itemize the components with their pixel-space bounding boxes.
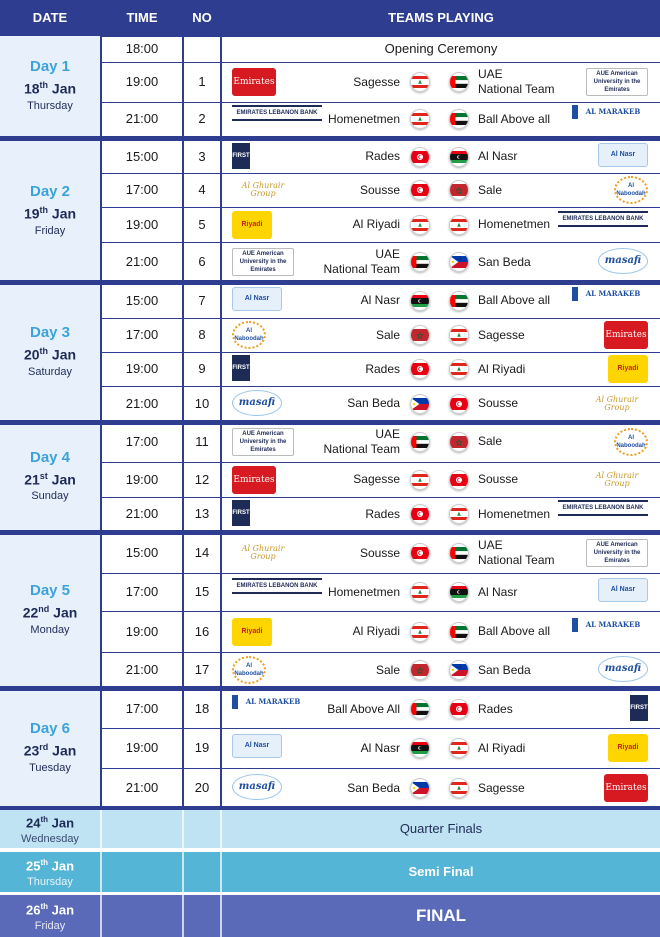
- home-flag-icon: [410, 180, 430, 200]
- away-flag-icon: [449, 504, 469, 524]
- finals-day: [0, 812, 100, 831]
- day-separator: [0, 420, 660, 425]
- game-number: 1: [198, 74, 206, 89]
- table-header: [0, 0, 660, 36]
- away-team: UAE National Team: [478, 538, 555, 567]
- day-number: 22: [22, 604, 39, 621]
- away-flag-icon: [449, 180, 469, 200]
- day-suffix: th: [39, 205, 49, 216]
- day-separator: [0, 136, 660, 141]
- day-cell: [0, 283, 100, 421]
- home-team: Sagesse: [353, 472, 400, 486]
- column-divider: [100, 895, 102, 937]
- home-sponsor-logo: EMIRATES LEBANON BANK: [232, 105, 322, 121]
- home-sponsor-logo: Al Ghurair Group: [241, 544, 285, 561]
- away-sponsor-logo: masafi: [598, 656, 648, 682]
- home-sponsor-logo: Riyadi: [232, 618, 272, 646]
- day-month: Jan: [52, 742, 77, 759]
- day-date: [24, 76, 76, 98]
- home-sponsor-logo: Al Naboodah: [232, 321, 266, 349]
- day-label: Day 4: [29, 448, 71, 466]
- away-team: Sousse: [478, 396, 519, 410]
- home-team: Al Riyadi: [352, 624, 400, 638]
- away-team: Sale: [478, 434, 503, 448]
- day-suffix: th: [39, 80, 49, 91]
- home-flag-icon: [410, 738, 430, 758]
- home-team: Sale: [375, 327, 400, 342]
- day-number: 20: [23, 346, 40, 363]
- away-sponsor-logo: AUE American University in the Emirates: [586, 539, 648, 567]
- home-flag-icon: [410, 778, 430, 798]
- away-team: Al Riyadi: [478, 361, 526, 376]
- day-suffix: th: [39, 346, 49, 357]
- home-sponsor-logo: FIRST: [232, 355, 250, 381]
- finals-month: Jan: [51, 902, 75, 918]
- away-team: Sagesse: [478, 327, 525, 342]
- home-flag-icon: [410, 147, 430, 167]
- away-flag-icon: [449, 660, 469, 680]
- day-label: Day 3: [29, 324, 71, 342]
- away-flag-icon: [449, 291, 469, 311]
- away-flag-icon: [449, 582, 469, 602]
- home-team: Al Nasr: [360, 293, 400, 307]
- day-date: [23, 600, 78, 622]
- home-team: Homenetmen: [327, 111, 400, 126]
- game-time: 15:00: [125, 545, 159, 560]
- column-divider: [182, 810, 184, 848]
- day-separator: [0, 530, 660, 535]
- away-flag-icon: [449, 432, 469, 452]
- home-team: San Beda: [347, 396, 400, 410]
- away-flag-icon: [449, 359, 469, 379]
- game-number: 14: [194, 545, 210, 560]
- game-time: 19:00: [125, 74, 159, 89]
- home-sponsor-logo: masafi: [232, 774, 282, 800]
- game-time: 21:00: [125, 396, 159, 411]
- game-time: 15:00: [125, 149, 159, 164]
- away-sponsor-logo: Al Ghurair Group: [595, 394, 639, 412]
- game-number: 5: [198, 217, 206, 232]
- home-team: Sousse: [359, 545, 400, 560]
- day-weekday: Saturday: [27, 365, 73, 378]
- day-separator: [0, 280, 660, 285]
- away-flag-icon: [449, 109, 469, 129]
- home-flag-icon: [410, 72, 430, 92]
- game-time: 19:00: [125, 472, 159, 487]
- away-team: Ball Above all: [478, 293, 551, 307]
- game-number: 9: [198, 361, 206, 376]
- game-number: 6: [198, 254, 206, 269]
- home-flag-icon: [410, 543, 430, 563]
- away-sponsor-logo: Al Nasr: [598, 578, 648, 602]
- away-flag-icon: [449, 738, 469, 758]
- game-number: 17: [194, 662, 210, 677]
- home-sponsor-logo: masafi: [232, 390, 282, 416]
- day-number: 19: [23, 205, 40, 222]
- day-separator: [0, 686, 660, 691]
- home-team: Ball Above All: [327, 701, 400, 716]
- away-team: Sale: [478, 182, 503, 197]
- away-team: Homenetmen: [478, 506, 551, 521]
- away-team: San Beda: [478, 254, 531, 269]
- game-time: 17:00: [125, 434, 159, 449]
- away-flag-icon: [449, 470, 469, 490]
- day-cell: [0, 688, 100, 808]
- game-time: 17:00: [125, 701, 159, 716]
- home-flag-icon: [410, 622, 430, 642]
- day-label: Day 6: [29, 720, 71, 738]
- home-team: Rades: [365, 149, 400, 163]
- away-sponsor-logo: Emirates: [604, 774, 648, 802]
- day-weekday: Monday: [30, 623, 70, 636]
- column-divider: [100, 810, 102, 848]
- finals-label: Semi Final: [408, 864, 474, 879]
- finals-date: [0, 810, 100, 848]
- away-sponsor-logo: masafi: [598, 248, 648, 274]
- home-team: San Beda: [347, 780, 400, 795]
- finals-month: Jan: [51, 815, 75, 831]
- header-date: DATE: [32, 10, 68, 25]
- home-flag-icon: [410, 291, 430, 311]
- game-number: 15: [194, 584, 210, 599]
- day-weekday: Friday: [34, 224, 66, 237]
- game-number: 4: [198, 182, 206, 197]
- game-time: 19:00: [125, 624, 159, 639]
- game-number: 11: [195, 434, 209, 449]
- away-team: Ball Above all: [478, 111, 551, 126]
- day-number: 23: [23, 742, 40, 759]
- day-cell: [0, 139, 100, 283]
- away-sponsor-logo: EMIRATES LEBANON BANK: [558, 211, 648, 227]
- day-date: [24, 467, 76, 489]
- home-team: Sale: [375, 662, 400, 677]
- home-team: Sousse: [359, 182, 400, 197]
- game-time: 18:00: [125, 41, 159, 56]
- day-date: [24, 738, 77, 760]
- finals-row: [0, 810, 660, 848]
- day-date: [24, 342, 76, 364]
- home-sponsor-logo: EMIRATES LEBANON BANK: [232, 578, 322, 594]
- home-team: Sagesse: [353, 74, 400, 89]
- header-teams: TEAMS PLAYING: [388, 10, 494, 25]
- home-sponsor-logo: AL MARAKEB: [232, 695, 308, 709]
- finals-day: [0, 899, 100, 918]
- away-team: Rades: [478, 701, 513, 716]
- home-sponsor-logo: FIRST: [232, 143, 250, 169]
- home-flag-icon: [410, 215, 430, 235]
- finals-day-suffix: th: [40, 902, 48, 912]
- home-team: Al Nasr: [360, 740, 400, 755]
- game-time: 17:00: [125, 182, 159, 197]
- home-team: UAE National Team: [323, 247, 400, 276]
- game-time: 21:00: [125, 506, 159, 521]
- column-divider: [100, 852, 102, 892]
- header-time: TIME: [126, 10, 158, 25]
- away-team: Sagesse: [478, 780, 525, 795]
- home-team: UAE National Team: [323, 426, 400, 456]
- finals-weekday: Friday: [34, 919, 66, 932]
- finals-day-suffix: th: [40, 858, 48, 868]
- away-team: Al Nasr: [478, 584, 518, 599]
- away-team: Sousse: [478, 472, 519, 486]
- home-sponsor-logo: AUE American University in the Emirates: [232, 428, 294, 456]
- day-suffix: st: [39, 470, 48, 481]
- finals-weekday: Wednesday: [21, 832, 79, 845]
- game-number: 19: [194, 740, 210, 755]
- home-team: Al Riyadi: [352, 217, 400, 231]
- home-flag-icon: [410, 109, 430, 129]
- home-flag-icon: [410, 504, 430, 524]
- home-flag-icon: [410, 432, 430, 452]
- finals-day: [0, 855, 100, 874]
- day-label: Day 5: [29, 582, 71, 600]
- away-flag-icon: [449, 72, 469, 92]
- away-sponsor-logo: FIRST: [630, 695, 648, 721]
- game-time: 17:00: [125, 584, 159, 599]
- away-sponsor-logo: AUE American University in the Emirates: [586, 68, 648, 96]
- home-flag-icon: [410, 699, 430, 719]
- day-month: Jan: [51, 471, 76, 488]
- day-suffix: rd: [39, 742, 49, 753]
- day-weekday: Thursday: [27, 99, 73, 112]
- column-divider: [182, 895, 184, 937]
- away-sponsor-logo: Riyadi: [608, 734, 648, 762]
- away-team: Ball Above all: [478, 624, 551, 638]
- game-number: 10: [194, 396, 210, 411]
- away-flag-icon: [449, 699, 469, 719]
- day-number: 21: [24, 471, 40, 488]
- home-sponsor-logo: Al Nasr: [232, 287, 282, 311]
- finals-month: Jan: [51, 858, 75, 874]
- finals-date: [0, 852, 100, 892]
- finals-label: FINAL: [415, 906, 467, 925]
- game-time: 17:00: [125, 327, 159, 342]
- home-sponsor-logo: Emirates: [232, 68, 276, 96]
- game-time: 19:00: [125, 361, 159, 376]
- day-cell: [0, 532, 100, 688]
- finals-weekday: Thursday: [27, 875, 73, 888]
- away-sponsor-logo: Riyadi: [608, 355, 648, 383]
- finals-day-suffix: th: [40, 815, 48, 825]
- home-flag-icon: [410, 394, 430, 414]
- away-team: UAE National Team: [478, 67, 555, 96]
- away-flag-icon: [449, 252, 469, 272]
- game-number: 3: [198, 149, 206, 164]
- home-sponsor-logo: FIRST: [232, 500, 250, 526]
- day-month: Jan: [51, 205, 77, 222]
- column-divider: [182, 852, 184, 892]
- away-flag-icon: [449, 778, 469, 798]
- home-sponsor-logo: Al Nasr: [232, 734, 282, 758]
- finals-row: [0, 895, 660, 937]
- away-flag-icon: [449, 215, 469, 235]
- day-month: Jan: [53, 604, 78, 621]
- away-team: Homenetmen: [478, 217, 551, 231]
- away-team: Al Nasr: [478, 149, 518, 163]
- away-team: Al Riyadi: [478, 740, 526, 755]
- day-cell: [0, 421, 100, 532]
- opening-ceremony: Opening Ceremony: [384, 41, 498, 56]
- day-label: Day 1: [29, 58, 71, 76]
- home-flag-icon: [410, 470, 430, 490]
- away-sponsor-logo: AL MARAKEB: [572, 105, 648, 119]
- away-sponsor-logo: Al Ghurair Group: [595, 470, 639, 488]
- finals-date: [0, 895, 100, 937]
- finals-row: [0, 852, 660, 892]
- away-flag-icon: [449, 543, 469, 563]
- day-cell: [0, 36, 100, 136]
- away-flag-icon: [449, 622, 469, 642]
- home-sponsor-logo: Al Naboodah: [232, 656, 266, 684]
- away-sponsor-logo: Al Naboodah: [614, 176, 648, 204]
- home-sponsor-logo: Emirates: [232, 466, 276, 494]
- game-time: 19:00: [125, 217, 159, 232]
- day-number: 18: [23, 80, 40, 97]
- away-team: San Beda: [478, 662, 531, 677]
- finals-day-number: 25: [25, 858, 41, 874]
- home-team: Homenetmen: [327, 584, 400, 599]
- away-sponsor-logo: Al Naboodah: [614, 428, 648, 456]
- day-date: [24, 201, 76, 223]
- away-sponsor-logo: Al Nasr: [598, 143, 648, 167]
- game-number: 13: [194, 506, 210, 521]
- day-label: Day 2: [29, 183, 71, 201]
- game-time: 15:00: [125, 293, 159, 308]
- home-flag-icon: [410, 359, 430, 379]
- game-number: 2: [198, 111, 206, 126]
- game-number: 18: [194, 701, 210, 716]
- away-sponsor-logo: EMIRATES LEBANON BANK: [558, 500, 648, 516]
- home-flag-icon: [410, 252, 430, 272]
- away-flag-icon: [449, 394, 469, 414]
- game-time: 21:00: [125, 254, 159, 269]
- game-time: 19:00: [125, 740, 159, 755]
- header-no: NO: [192, 10, 212, 25]
- game-number: 12: [194, 472, 210, 487]
- finals-label: Quarter Finals: [399, 821, 483, 836]
- game-time: 21:00: [125, 662, 159, 677]
- away-sponsor-logo: Emirates: [604, 321, 648, 349]
- away-flag-icon: [449, 147, 469, 167]
- game-number: 20: [194, 780, 210, 795]
- away-sponsor-logo: AL MARAKEB: [572, 287, 648, 301]
- finals-day-number: 26: [25, 902, 41, 918]
- day-month: Jan: [51, 80, 77, 97]
- home-flag-icon: [410, 660, 430, 680]
- home-team: Rades: [365, 506, 400, 521]
- home-flag-icon: [410, 325, 430, 345]
- day-month: Jan: [51, 346, 77, 363]
- day-suffix: nd: [38, 604, 50, 615]
- game-number: 8: [198, 327, 206, 342]
- day-weekday: Sunday: [31, 490, 69, 503]
- home-sponsor-logo: AUE American University in the Emirates: [232, 248, 294, 276]
- finals-day-number: 24: [25, 815, 41, 831]
- home-sponsor-logo: Al Ghurair Group: [241, 181, 285, 198]
- day-weekday: Tuesday: [29, 761, 71, 774]
- home-team: Rades: [365, 361, 400, 376]
- game-number: 16: [194, 624, 210, 639]
- away-flag-icon: [449, 325, 469, 345]
- game-time: 21:00: [125, 780, 159, 795]
- game-number: 7: [198, 293, 206, 308]
- game-time: 21:00: [125, 111, 159, 126]
- home-sponsor-logo: Riyadi: [232, 211, 272, 239]
- away-sponsor-logo: AL MARAKEB: [572, 618, 648, 632]
- home-flag-icon: [410, 582, 430, 602]
